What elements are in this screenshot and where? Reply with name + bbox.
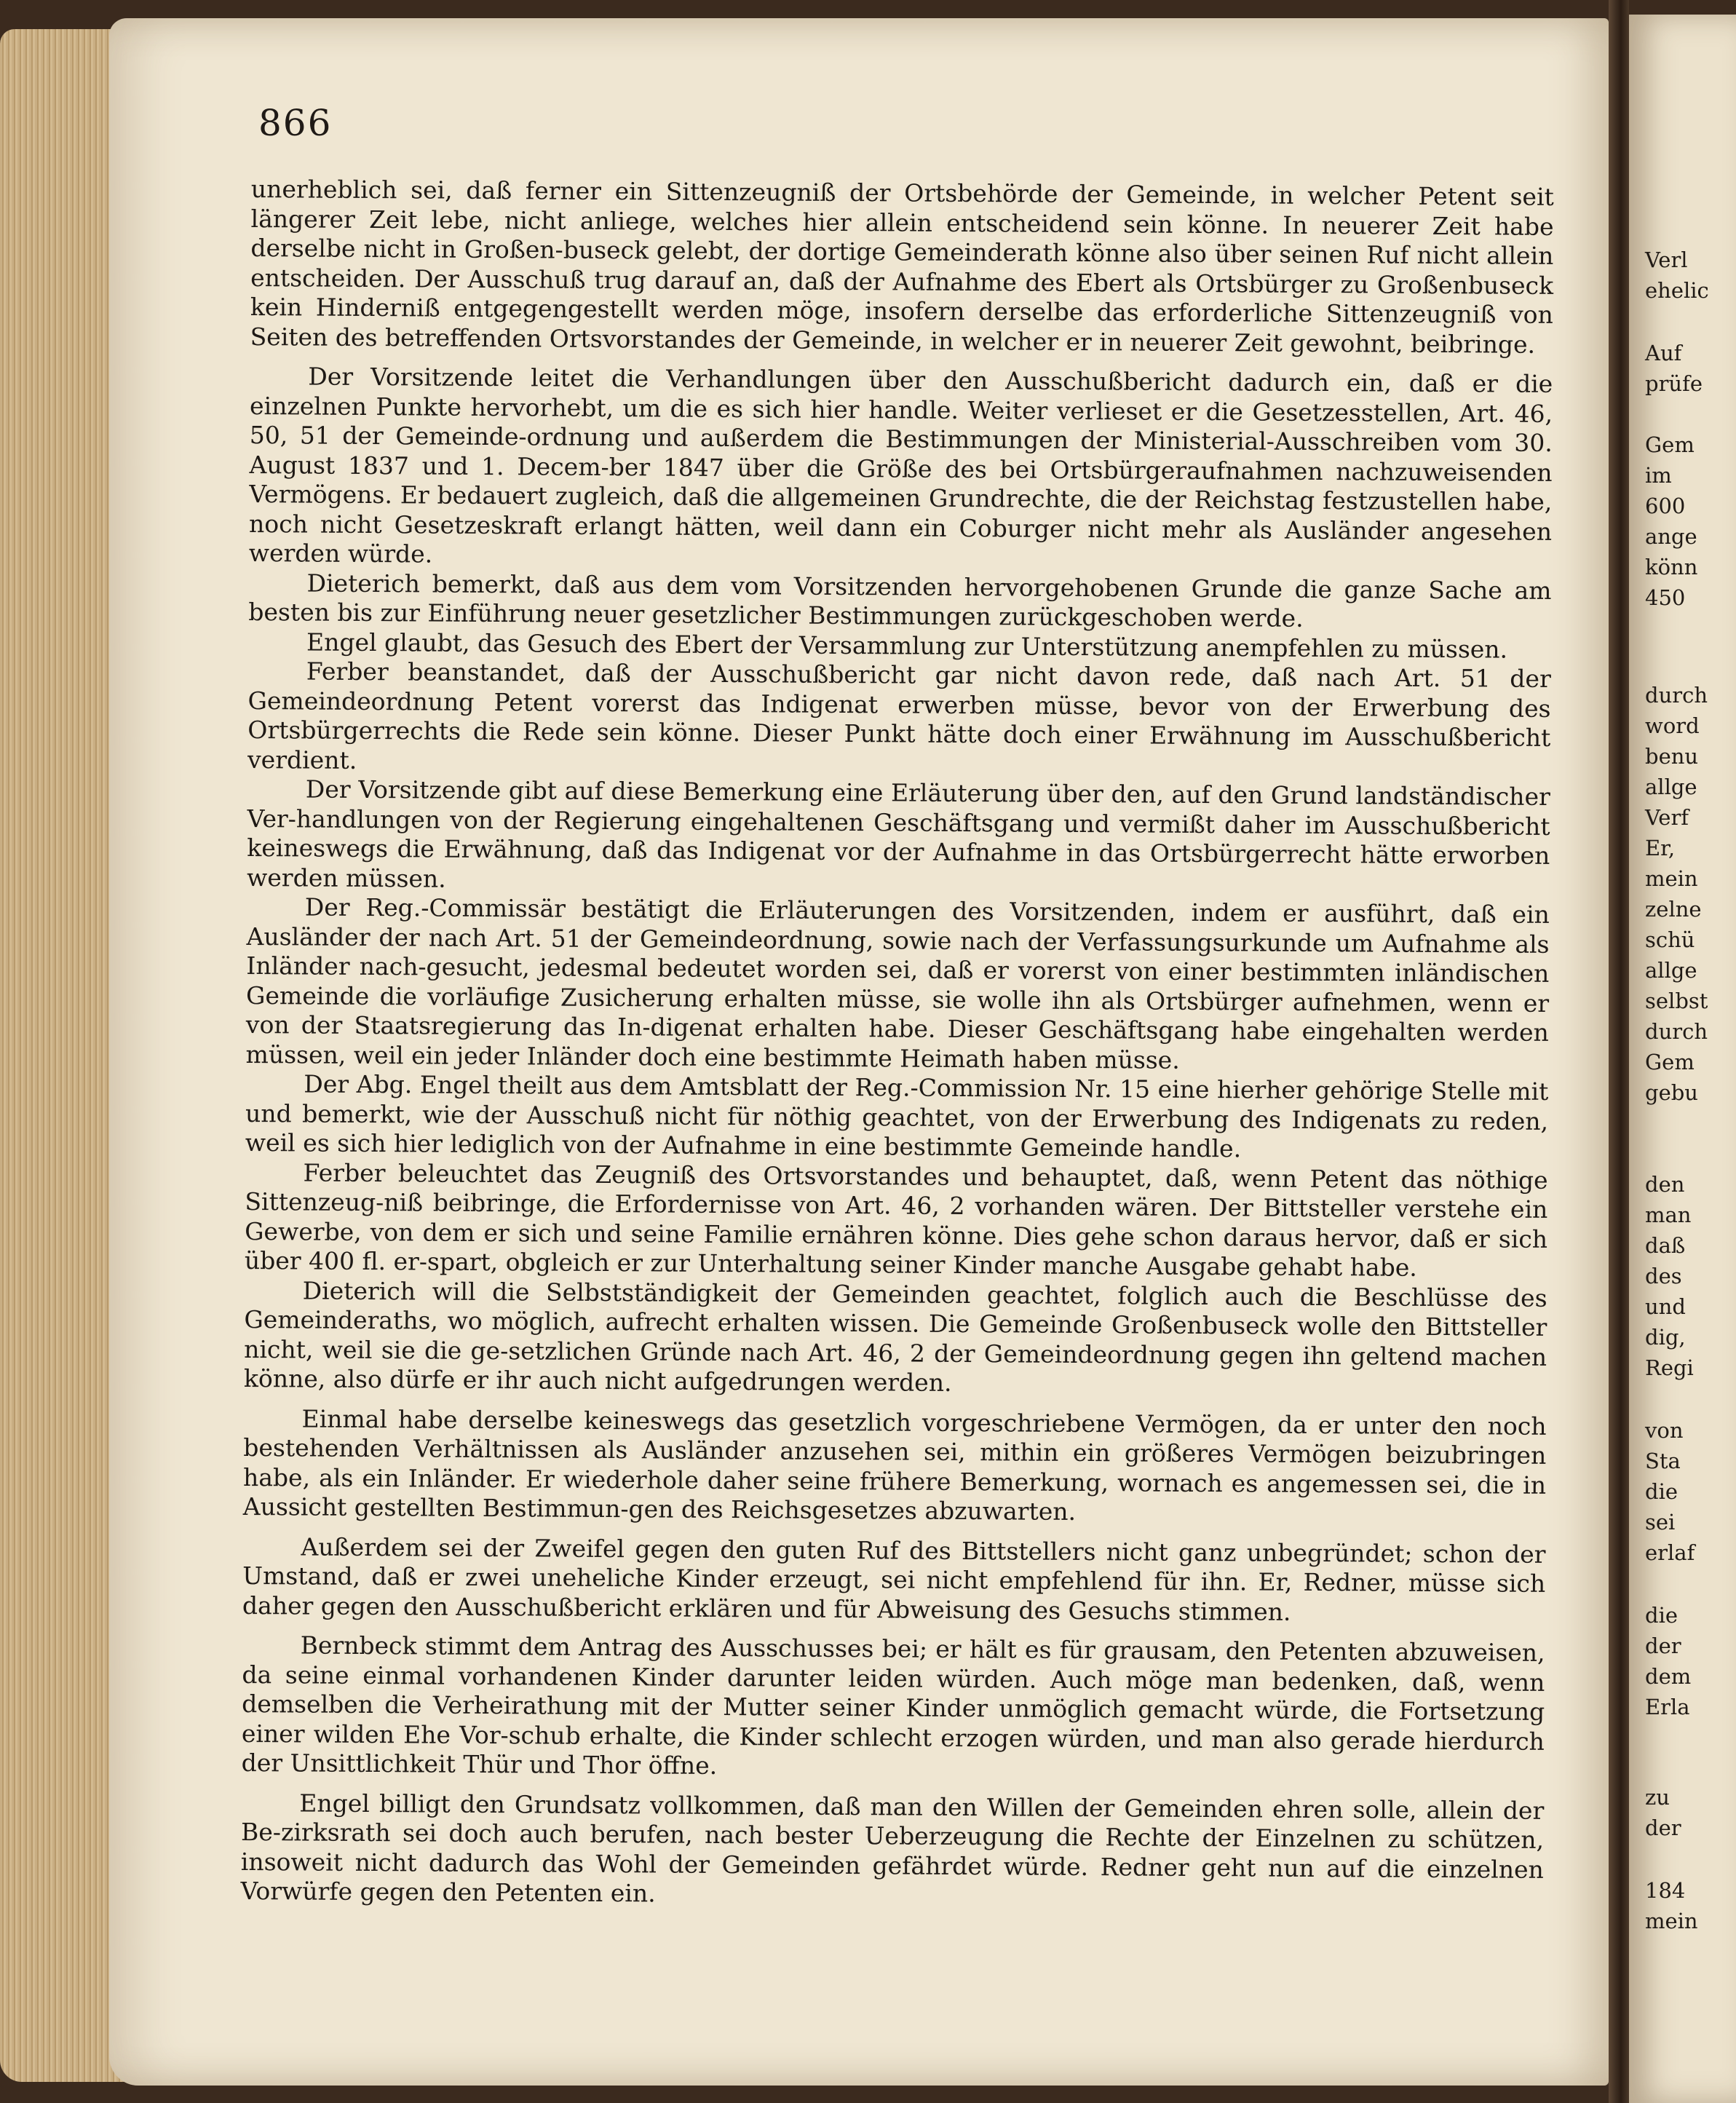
right-page-fragment: man (1645, 1203, 1692, 1227)
right-page-fragment: im (1645, 463, 1672, 488)
paragraph: Engel billigt den Grundsatz vollkommen, daß man den Willen der Gemeinden ehren solle, allein der Be-zirksrath sei doch auch berufen, nach bester Ueberzeugung die Rechte der Einzelnen zu schützen, insoweit nicht dadurch das Wohl der Gemeinden gefährdet würde. Redner geht nun auf die einzelnen Vorwürfe gegen den Petenten ein. (240, 1788, 1545, 1908)
paragraph: Der Reg.-Commissär bestätigt die Erläuterungen des Vorsitzenden, indem er ausführt, daß ein Ausländer der nach Art. 51 der Gemeindeordnung, sowie nach der Verfassungsurkunde um Aufnahme als Inländer nach-gesucht, jedesmal bedeutet worden sei, daß er vorerst von einer bestimmten inländischen Gemeinde die vorläufige Zusicherung erhalten müsse, sie wolle ihn als Ortsbürger aufnehmen, wenn er von der Staatsregierung das In-digenat erhalten habe. Dieser Geschäftsgang habe eingehalten werden müssen, weil ein jeder Inländer doch eine bestimmte Heimath haben müsse. (245, 892, 1550, 1074)
paragraph: unerheblich sei, daß ferner ein Sittenzeugniß der Ortsbehörde der Gemeinde, in welcher Petent seit längerer Zeit lebe, nicht anliege, welches hier allein entscheidend sein könne. In neuerer Zeit habe derselbe nicht in Großen-buseck gelebt, der dortige Gemeinderath könne also über seinen Ruf nicht allein entscheiden. Der Ausschuß trug darauf an, daß der Aufnahme des Ebert als Ortsbürger zu Großenbuseck kein Hinderniß entgegengestellt werden möge, insofern derselbe das erforderliche Sittenzeugniß von Seiten des betreffenden Ortsvorstandes der Gemeinde, in welcher er in neuerer Zeit gewohnt, beibringe. (250, 175, 1554, 359)
right-page-fragment: erlaf (1645, 1540, 1695, 1565)
right-page-fragment: Erla (1645, 1695, 1690, 1719)
paragraph: Dieterich bemerkt, daß aus dem vom Vorsitzenden hervorgehobenen Grunde die ganze Sache am besten bis zur Einführung neuer gesetzlicher Bestimmungen zurückgeschoben werde. (248, 568, 1552, 633)
right-page-fragment: Regi (1645, 1355, 1694, 1380)
right-page-fragment: Verf (1645, 805, 1689, 830)
right-page-fragment: mein (1645, 1909, 1698, 1933)
right-page-fragment: zu (1645, 1785, 1670, 1810)
paragraph: Ferber beleuchtet das Zeugniß des Ortsvorstandes und behauptet, daß, wenn Petent das nöthige Sittenzeug-niß beibringe, die Erfordernisse von Art. 46, 2 vorhanden wären. Der Bittsteller verstehe ein Gewerbe, von dem er sich und seine Familie ernähren könne. Dies gehe schon daraus hervor, daß er sich über 400 fl. er-spart, obgleich er zur Unterhaltung seiner Kinder manche Ausgabe gehabt habe. (244, 1157, 1548, 1282)
right-page-fragment: 600 (1645, 494, 1686, 518)
right-page-fragment: Er, (1645, 836, 1676, 860)
right-page-fragment: den (1645, 1172, 1685, 1197)
paragraph: Der Abg. Engel theilt aus dem Amtsblatt der Reg.-Commission Nr. 15 eine hierher gehörige Stelle mit und bemerkt, wie der Ausschuß nicht für nöthig geachtet, von der Erwerbung des Indigenats zu reden, weil es sich hier lediglich von der Aufnahme in eine bestimmte Gemeinde handle. (245, 1069, 1549, 1163)
right-page-fragment: der (1645, 1815, 1681, 1840)
paragraph: Der Vorsitzende leitet die Verhandlungen über den Ausschußbericht dadurch ein, daß er die einzelnen Punkte hervorhebt, um die es sich hier handle. Weiter verlieset er die Gesetzesstellen, Art. 46, 50, 51 der Gemeinde-ordnung und außerdem die Bestimmungen der Ministerial-Ausschreiben vom 30. August 1837 und 1. Decem-ber 1847 über die Größe des bei Ortsbürgeraufnahmen nachzuweisenden Vermögens. Er bedauert zugleich, daß die allgemeinen Grundrechte, die der Reichstag festzustellen habe, noch nicht Gesetzeskraft erlangt hätten, weil dann ein Coburger nicht mehr als Ausländer angesehen werden würde. (248, 362, 1553, 569)
right-page-fragment: Auf (1645, 341, 1682, 365)
right-page-fragment: die (1645, 1603, 1678, 1628)
paragraph: Der Vorsitzende gibt auf diese Bemerkung eine Erläuterung über den, auf den Grund landständischer Ver-handlungen von der Regierung eingehaltenen Geschäftsgang und vermißt daher im Ausschußbericht keineswegs die Erwähnung, daß das Indigenat vor der Aufnahme in das Ortsbürgerrecht hätte erworben werden müssen. (246, 775, 1550, 893)
right-page-fragment: des (1645, 1264, 1682, 1288)
right-page-fragment: daß (1645, 1233, 1686, 1258)
right-page-fragment: die (1645, 1479, 1678, 1504)
right-page-fragment: prüfe (1645, 371, 1703, 396)
right-page-fragment: allge (1645, 958, 1697, 983)
right-page-fragment: allge (1645, 775, 1697, 799)
right-page-fragment: Sta (1645, 1449, 1681, 1473)
right-page-fragment: word (1645, 713, 1700, 738)
right-page-fragment: Gem (1645, 432, 1695, 457)
paragraph: Dieterich will die Selbstständigkeit der Gemeinden geachtet, folglich auch die Beschlüsse des Gemeinderaths, wo möglich, aufrecht erhalten wissen. Die Gemeinde Großenbuseck wolle den Bittsteller nicht, weil sie die ge-setzlichen Gründe nach Art. 46, 2 der Gemeindeordnung gegen ihn geltend machen könne, also dürfe er ihr auch nicht aufgedrungen werden. (243, 1275, 1547, 1397)
paragraph: Engel glaubt, das Gesuch des Ebert der Versammlung zur Unterstützung anempfehlen zu müssen. (306, 627, 1508, 664)
paragraph: Bernbeck stimmt dem Antrag des Ausschusses bei; er hält es für grausam, den Petenten abzuweisen, da seine einmal vorhandenen Kinder darunter leiden würden. Auch möge man bedenken, daß, wenn demselben die Verheirathung mit der Mutter seiner Kinder unmöglich gemacht würde, die Fortsetzung einer wilden Ehe Vor-schub erhalte, die Kinder schlecht erzogen würden, und man also gerade hierdurch der Unsittlichkeit Thür und Thor öffne. (241, 1631, 1545, 1780)
right-page-fragment: schü (1645, 927, 1695, 952)
right-page-fragment: sei (1645, 1510, 1676, 1534)
right-page-fragment: dig, (1645, 1325, 1686, 1350)
right-page-fragment: ehelic (1645, 278, 1709, 303)
body-text (240, 175, 1553, 1914)
right-page-fragment: gebu (1645, 1080, 1698, 1105)
right-page-fragment: Gem (1645, 1050, 1695, 1074)
right-page-fragment: mein (1645, 866, 1698, 891)
right-page-fragment: von (1645, 1418, 1684, 1443)
right-page-fragment: durch (1645, 1019, 1708, 1044)
paragraph: Ferber beanstandet, daß der Ausschußbericht gar nicht davon rede, daß nach Art. 51 der Gemeindeordnung Petent vorerst das Indigenat erwerben müsse, bevor von der Erwerbung des Ortsbürgerrechts die Rede sein könne. Dieser Punkt hätte doch einer Erwähnung im Ausschußbericht verdient. (247, 657, 1551, 775)
right-page-fragment: 184 (1645, 1878, 1686, 1903)
right-page-fragment: der (1645, 1633, 1681, 1658)
book-gutter (1609, 0, 1629, 2103)
right-page-fragment: ange (1645, 524, 1697, 549)
right-page-fragment: 450 (1645, 585, 1686, 610)
paragraph: Außerdem sei der Zweifel gegen den guten Ruf des Bittstellers nicht ganz unbegründet; schon der Umstand, daß er zwei uneheliche Kinder erzeugt, sei nicht empfehlend für ihn. Er, Redner, müsse sich daher gegen den Ausschußbericht erklären und für Abweisung des Gesuchs stimmen. (242, 1532, 1546, 1626)
right-page-fragment: könn (1645, 555, 1698, 579)
right-page-fragment: dem (1645, 1664, 1692, 1689)
right-page-fragment: benu (1645, 744, 1699, 769)
right-page-fragment: durch (1645, 683, 1708, 708)
right-page-fragment: und (1645, 1294, 1686, 1319)
paragraph: Einmal habe derselbe keineswegs das gesetzlich vorgeschriebene Vermögen, da er unter den noch bestehenden Verhältnissen als Ausländer anzusehen sei, mithin ein größeres Vermögen beizubringen habe, als ein Inländer. Er wiederhole daher seine frühere Bemerkung, wornach es angemessen sei, die in Aussicht gestellten Bestimmun-gen des Reichsgesetzes abzuwarten. (242, 1403, 1547, 1526)
right-page-fragment: selbst (1645, 989, 1708, 1013)
page-number: 866 (258, 102, 333, 144)
right-page-fragment: zelne (1645, 897, 1702, 922)
right-page-fragment: Verl (1645, 247, 1688, 272)
